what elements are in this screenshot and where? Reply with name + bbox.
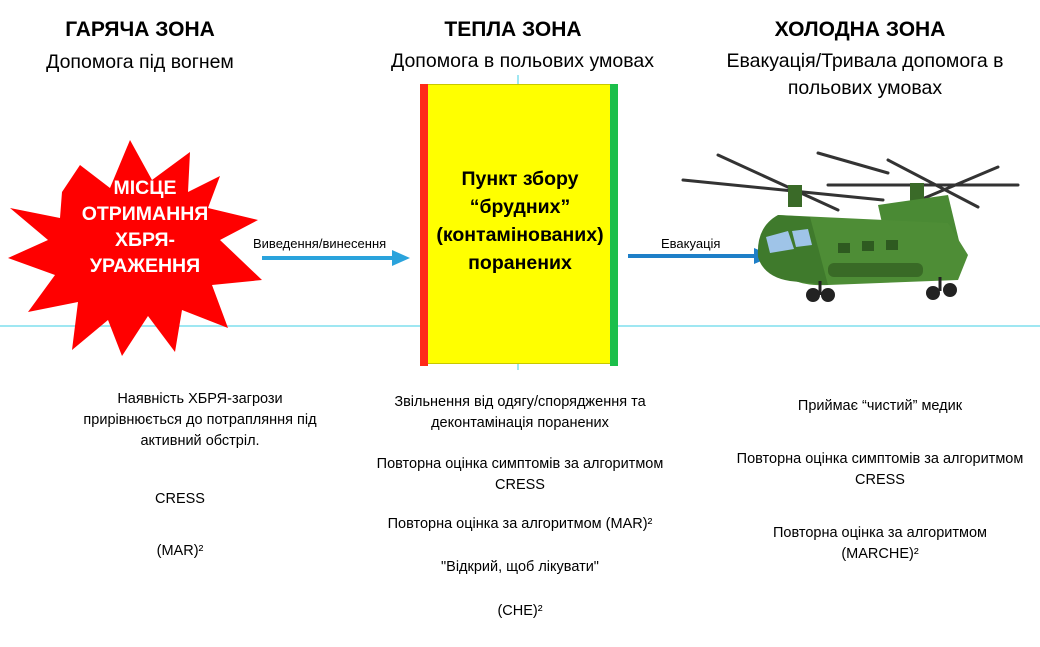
incident-site-label: МІСЦЕ ОТРИМАННЯ ХБРЯ-УРАЖЕННЯ xyxy=(81,177,209,277)
chinook-helicopter-icon xyxy=(678,145,1023,315)
warm-zone-note: Звільнення від одягу/спорядження та деконтамінація поранених xyxy=(394,394,646,431)
cold-zone-note: Повторна оцінка за алгоритмом (MARCHE)² xyxy=(772,525,988,562)
evacuation-arrow-label: Евакуація xyxy=(661,236,721,251)
extraction-arrow-label: Виведення/винесення xyxy=(253,236,387,251)
warm-zone-note: Повторна оцінка за алгоритмом (MAR)² xyxy=(387,516,653,532)
hot-zone-subtitle: Допомога під вогнем xyxy=(46,51,234,73)
extraction-arrow-icon xyxy=(262,248,410,268)
warm-zone-note: Повторна оцінка симптомів за алгоритмом CRESS xyxy=(376,456,664,493)
warm-zone-note: "Відкрий, щоб лікувати" xyxy=(441,559,599,575)
warm-zone-subtitle: Допомога в польових умовах xyxy=(391,50,654,72)
collection-point-label: Пункт збору “брудних” (контамінованих) поранених xyxy=(436,168,604,274)
cold-zone-note: Повторна оцінка симптомів за алгоритмом CRESS xyxy=(736,451,1024,488)
cold-zone-title: ХОЛОДНА ЗОНА xyxy=(774,18,946,41)
hot-zone-note: CRESS xyxy=(155,491,205,507)
cold-zone-note: Приймає “чистий” медик xyxy=(797,398,963,414)
hot-zone-title: ГАРЯЧА ЗОНА xyxy=(65,18,215,41)
hot-zone-note: Наявність ХБРЯ-загрози прирівнюється до потрапляння під активний обстріл. xyxy=(83,391,317,449)
hot-zone-note: (MAR)² xyxy=(156,543,204,559)
warm-zone-title: ТЕПЛА ЗОНА xyxy=(444,18,582,41)
cold-zone-subtitle: Евакуація/Тривала допомога в польових умовах xyxy=(726,50,1004,99)
warm-zone-note: (CHE)² xyxy=(497,603,543,619)
